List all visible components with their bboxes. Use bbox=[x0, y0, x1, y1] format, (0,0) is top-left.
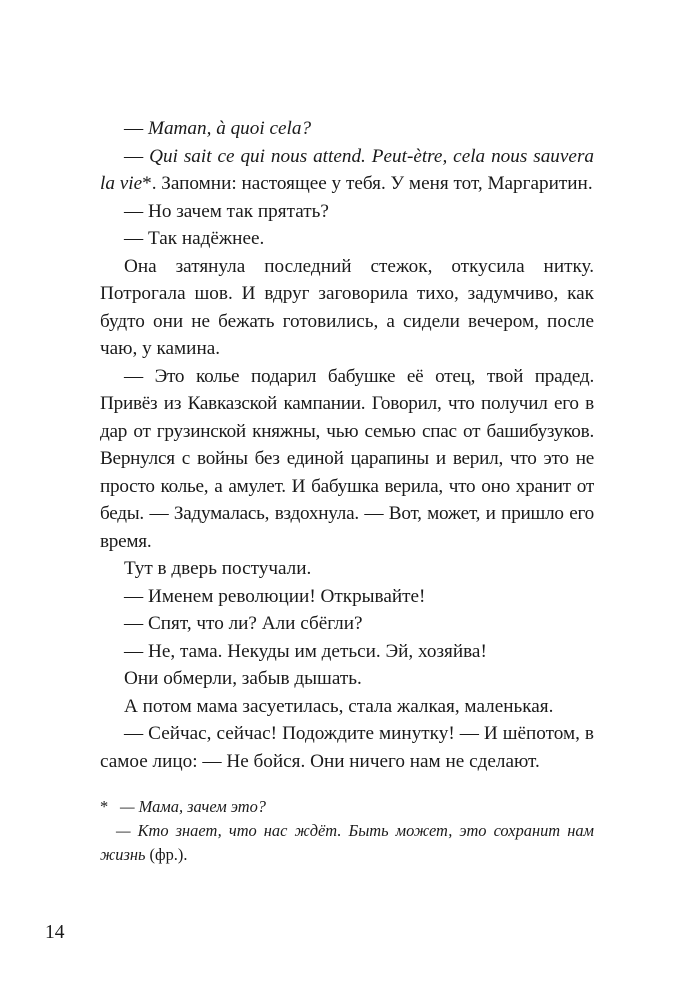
french-phrase: Qui sait ce qui nous attend. Peut-ètre, cela nous sauvera la vie bbox=[100, 145, 594, 194]
main-text bbox=[100, 115, 594, 775]
paragraph: — Maman, à quoi cela? bbox=[124, 118, 312, 139]
paragraph: — Сейчас, сейчас! Подождите минутку! — И шёпотом, в самое лицо: — Не бойся. Они ничего нам не сделают. bbox=[100, 723, 594, 772]
paragraph: — Именем революции! Открывайте! bbox=[124, 585, 426, 607]
paragraph: Они обмерли, забыв дышать. bbox=[124, 668, 362, 689]
paragraph: — Qui sait ce qui nous attend. Peut-ètre, cela nous sauvera la vie*. Запомни: настоящее у тебя. У меня тот, Маргаритин. bbox=[100, 145, 594, 194]
paragraph: — Спят, что ли? Али сбёгли? bbox=[124, 613, 363, 634]
paragraph: — Это колье подарил бабушке её отец, твой прадед. Привёз из Кавказской кампании. Говорил, что получил его в дар от грузинской княжны, чью семью спас от башибузуков. Вернулся с войны без единой царапины и верил, что это не просто колье, а амулет. И бабушка верила, что оно хранит от беды. — Задумалась, вздохнула. — Вот, может, и пришло его время. bbox=[100, 365, 594, 552]
footnote-line: * — Мама, зачем это? bbox=[100, 795, 594, 819]
page-number: 14 bbox=[45, 922, 65, 943]
paragraph: — Так надёжнее. bbox=[124, 228, 265, 249]
paragraph: А потом мама засуетилась, стала жалкая, маленькая. bbox=[124, 695, 554, 717]
paragraph: — Но зачем так прятать? bbox=[124, 200, 329, 222]
footnote-marker: * bbox=[100, 797, 109, 816]
footnote-line: — Кто знает, что нас ждёт. Быть может, это сохранит нам жизнь (фр.). bbox=[100, 821, 594, 864]
paragraph: Тут в дверь постучали. bbox=[124, 558, 312, 579]
french-phrase: Maman, à quoi cela? bbox=[147, 118, 312, 139]
footnote bbox=[100, 795, 594, 867]
paragraph: Она затянула последний стежок, откусила нитку. Потрогала шов. И вдруг заговорила тихо, задумчиво, как будто они не бежать готовились, а сидели вечером, после чаю, у камина. bbox=[100, 255, 594, 359]
paragraph: — Не, тама. Некуды им детьси. Эй, хозяйва! bbox=[124, 640, 487, 662]
